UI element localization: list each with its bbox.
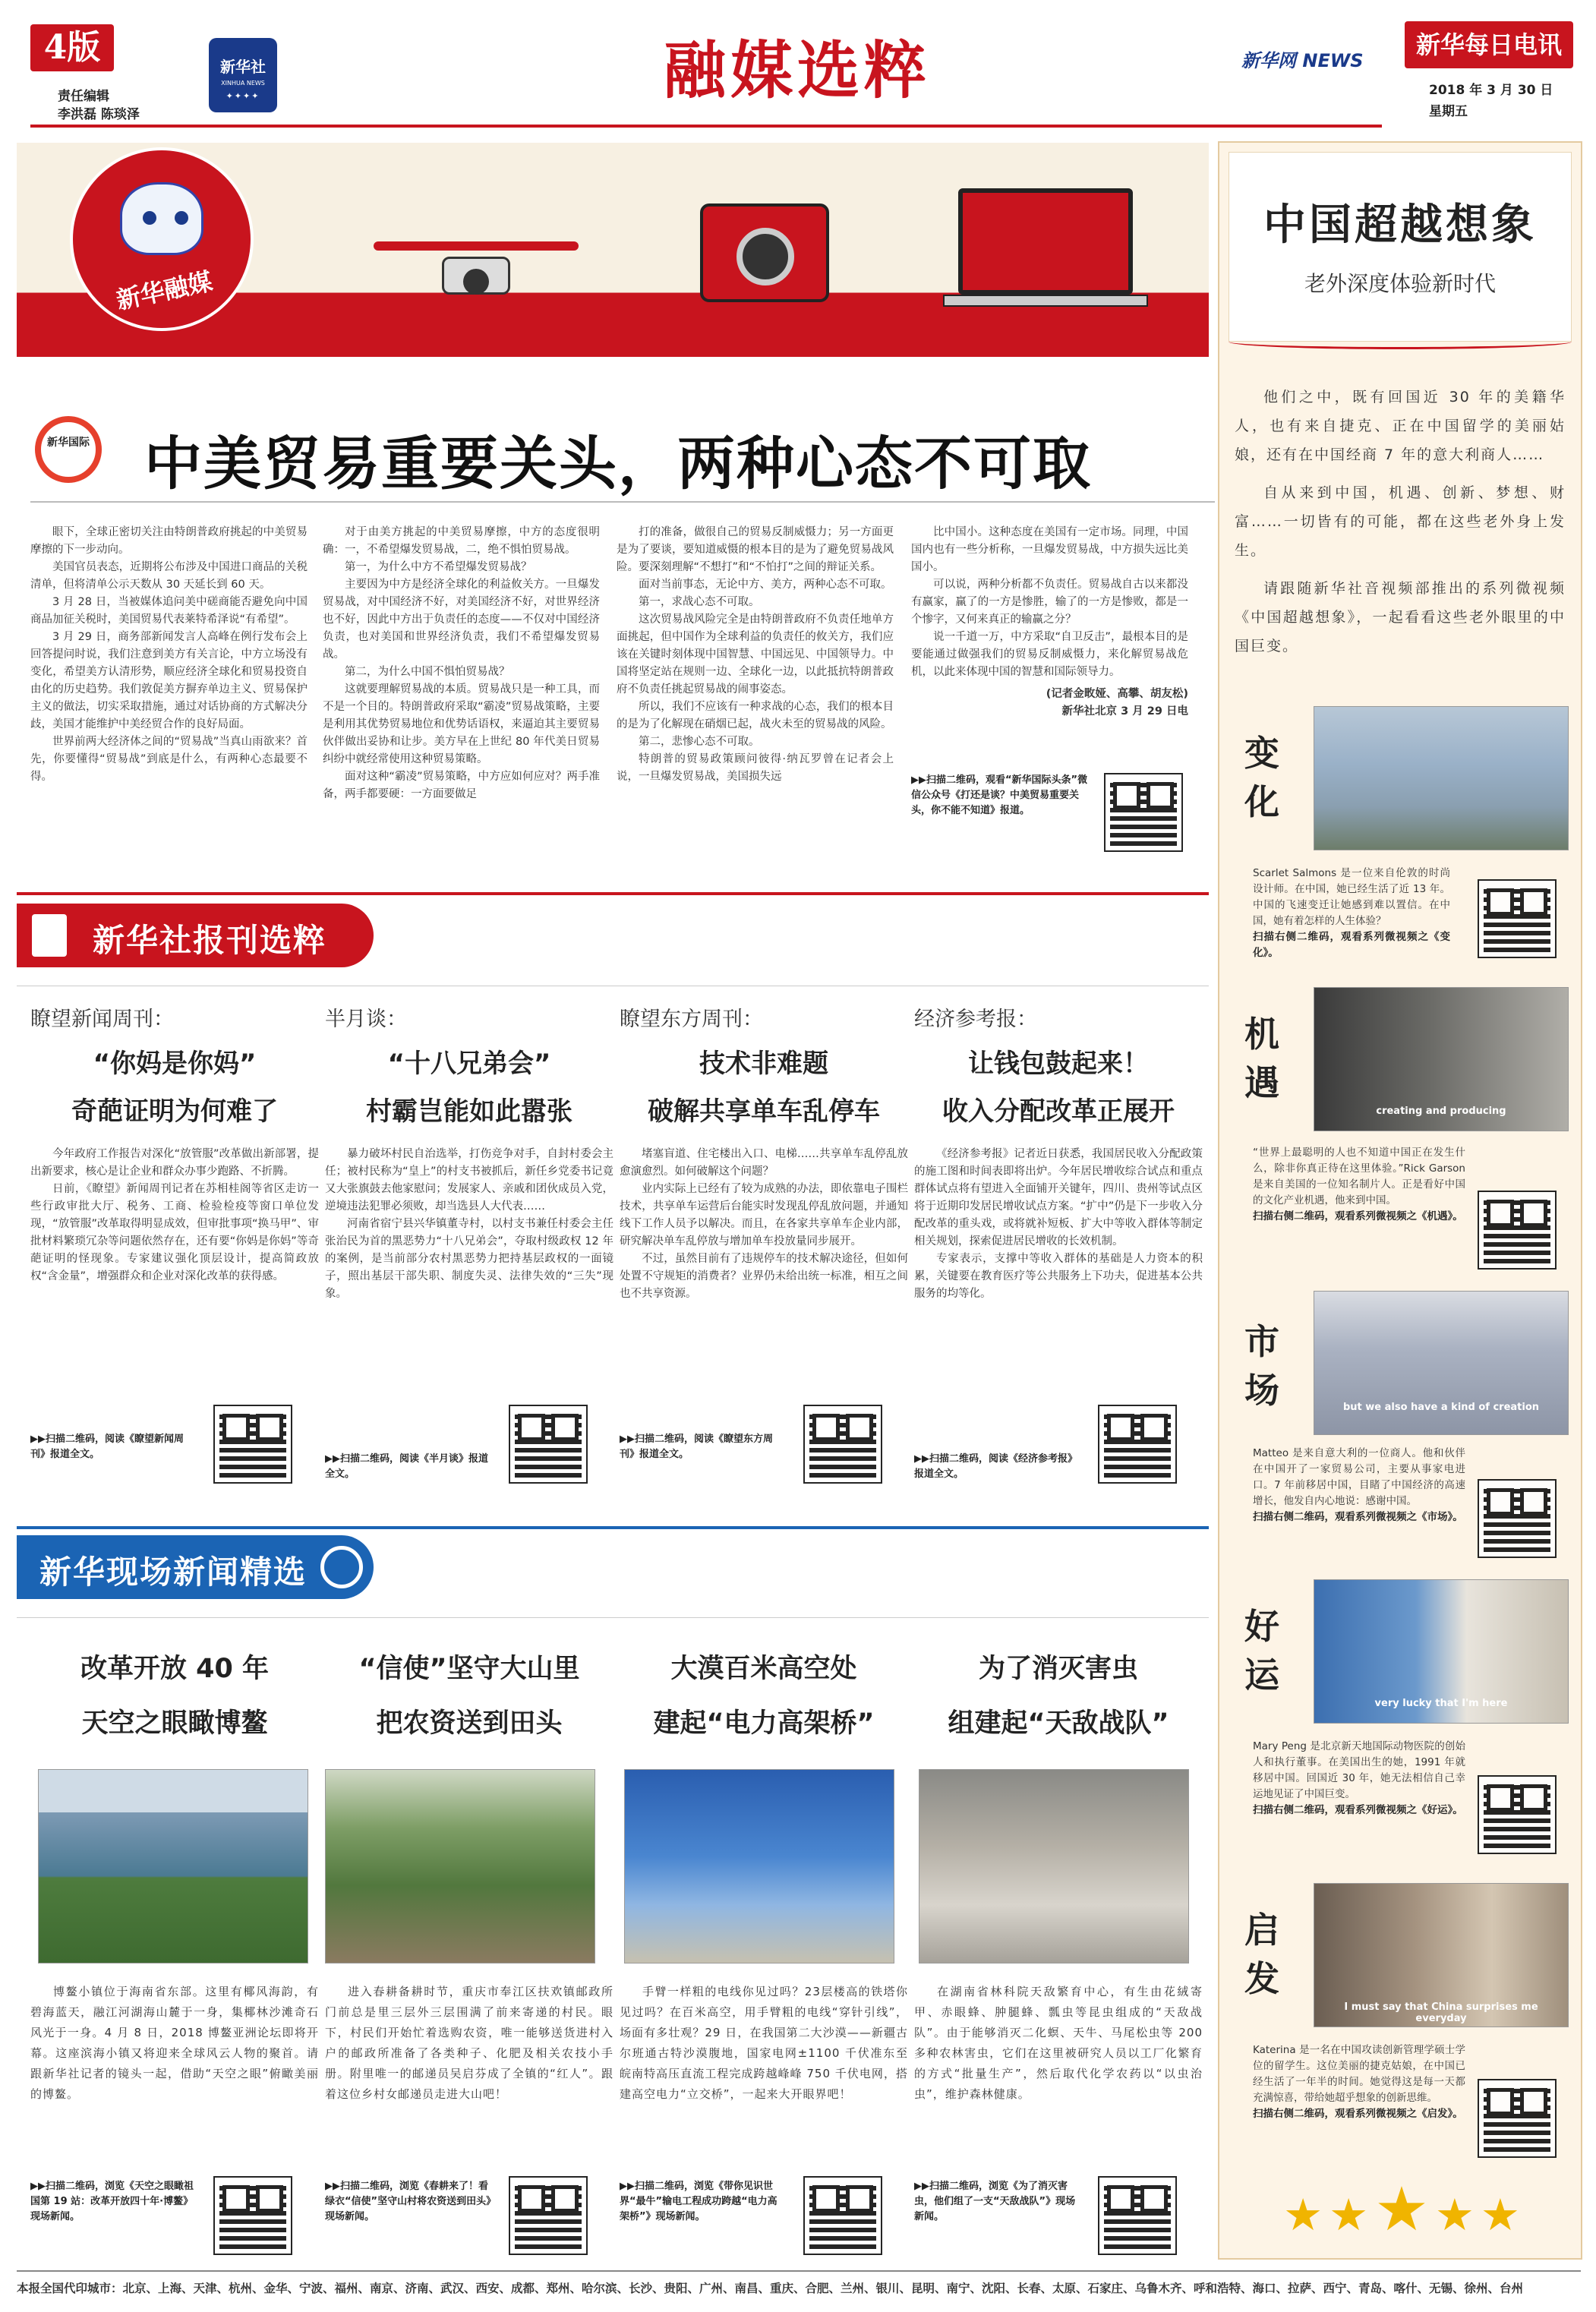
periodical-scan-1: ▶▶扫描二维码，阅读《瞭望新闻周刊》报道全文。 — [30, 1434, 184, 1460]
sidebar-subtitle: 老外深度体验新时代 — [1304, 271, 1496, 296]
paragraph: 眼下，全球正密切关注由特朗普政府挑起的中美贸易摩擦的下一步动向。 — [30, 526, 308, 556]
scene-header-rule — [17, 1526, 1209, 1529]
periodical-body — [30, 1146, 319, 1285]
salmons-photo — [1314, 706, 1569, 850]
scene-body-4: 在湖南省林科院天敌繁育中心，有生由花絨寄甲、赤眼蜂、肿腿蜂、瓢虫等昆虫组成的“天敌战队”。由于能够消灭二化螟、天牛、马尾松虫等 200 多种农林害虫，它们在这里被研究人员以工厂化繁育的方式“批量生产”，然后取代化学农药以“以虫治虫”，维护森林健康。 — [914, 1985, 1203, 2101]
headline-rule — [30, 501, 1215, 503]
side-char-5a: 启 — [1244, 1910, 1279, 1951]
scene-rule — [17, 1617, 1209, 1618]
periodical-source: 经济参考报： — [914, 1008, 1037, 1031]
paragraph: 第二，为什么中国不惧怕贸易战？ — [345, 666, 510, 678]
scene-item-2 — [325, 1648, 613, 1740]
paragraph: 面对这种“霸凌”贸易策略，中方应如何应对？两手准备，两手都要硬：一方面要做足 — [323, 771, 600, 800]
scene-scan-3: ▶▶扫描二维码，浏览《带你见识世界“最牛”输电工程成功跨越“电力高架桥”》现场新闻。 — [620, 2181, 777, 2222]
periodical-item-4 — [914, 1002, 1203, 1303]
issue-date: 2018 年 3 月 30 日 — [1429, 83, 1553, 98]
side-desc: Mary Peng 是北京新天地国际动物医院的创始人和执行董事。在美国出生的她，1991 年就移居中国。回国近 30 年，她无法相信自己幸运地见证了中国巨变。 — [1253, 1740, 1465, 1800]
side-scan: 扫描右侧二维码，观看系列微视频之《好运》。 — [1253, 1804, 1463, 1816]
badge-label: 新华国际 — [47, 437, 90, 449]
side-caption-5: I must say that China surprises me everyday — [1344, 2001, 1538, 2024]
scene-title-2: 组建起“天敌战队” — [948, 1708, 1169, 1739]
scene-tab — [17, 1535, 374, 1599]
banner-badge: 新华融媒 — [113, 267, 215, 315]
wave-divider — [1229, 334, 1572, 349]
lead-column-1 — [30, 524, 308, 786]
paragraph: 专家表示，支撑中等收入群体的基础是人力资本的积累，关键要在教育医疗等公共服务上下功夫，促进基本公共服务的均等化。 — [914, 1253, 1203, 1300]
scene-qr-2[interactable] — [510, 2178, 586, 2254]
xinhua-logo — [209, 38, 277, 112]
side-scan: 扫描右侧二维码，观看系列微视频之《变化》。 — [1253, 931, 1450, 959]
scene-item-3 — [620, 1648, 908, 1740]
side-qr-1[interactable] — [1479, 881, 1555, 957]
editor-names: 李洪磊 陈琰泽 — [58, 107, 140, 122]
periodical-source: 瞭望新闻周刊： — [30, 1008, 174, 1031]
side-qr-3[interactable] — [1479, 1481, 1555, 1557]
side-char-4a: 好 — [1244, 1606, 1279, 1647]
side-scan: 扫描右侧二维码，观看系列微视频之《机遇》。 — [1253, 1210, 1463, 1222]
paragraph: 3 月 29 日，商务部新闻发言人高峰在例行发布会上回答提问时说，我们注意到美方有关言论，中方立场没有变化，希望美方认清形势，顺应经济全球化和贸易投资自由化的历史趋势。我们敦促美方摒弃单边主义、贸易保护主义的做法，切实采取措施，通过对话协商的方式解决分歧，美国才能维护中美经贸合作的良好局面。 — [30, 631, 308, 730]
side-scan: 扫描右侧二维码，观看系列微视频之《市场》。 — [1253, 1511, 1463, 1523]
boao-aerial-photo — [38, 1769, 308, 1963]
periodical-scan-3: ▶▶扫描二维码，阅读《瞭望东方周刊》报道全文。 — [620, 1434, 773, 1460]
lead-headline: 中美贸易重要关头，两种心态不可取 — [144, 430, 1092, 497]
side-caption-3: but we also have a kind of creation — [1342, 1402, 1540, 1413]
periodical-body — [914, 1146, 1203, 1303]
lead-scan-caption: ▶▶扫描二维码，观看“新华国际头条”微信公众号《打还是谈？中美贸易重要关头，你不能不知道》报道。 — [911, 774, 1088, 816]
robot-icon — [120, 182, 203, 255]
star-icon: ★ — [1283, 2189, 1329, 2241]
issue-weekday: 星期五 — [1429, 104, 1468, 119]
scene-body-2: 进入春耕备耕时节，重庆市奉江区扶欢镇邮政所门前总是里三层外三层围满了前来寄递的村民。眼下，村民们开始忙着选购农资，唯一能够送货进村入户的邮政所准备了各类种子、化肥及相关农技小手册。附里唯一的邮递员吴启芬成了全镇的“红人”。跟着这位乡村女邮递员走进大山吧！ — [325, 1985, 613, 2101]
side-char-3a: 市 — [1244, 1321, 1279, 1362]
page-title: 融媒选粹 — [663, 34, 931, 107]
periodical-scan-4: ▶▶扫描二维码，阅读《经济参考报》报道全文。 — [914, 1453, 1077, 1480]
star-icon: ★ — [1434, 2189, 1481, 2241]
side-char-5b: 发 — [1244, 1958, 1279, 1999]
paragraph: 堵塞盲道、住宅楼出入口、电梯……共享单车乱停乱放愈演愈烈。如何破解这个问题？ — [620, 1148, 908, 1178]
periodicals-title: 新华社报刊选粹 — [93, 922, 327, 959]
globe-icon — [320, 1546, 363, 1588]
periodical-title-2: 收入分配改革正展开 — [942, 1096, 1175, 1127]
scene-title-1: 为了消灭害虫 — [978, 1654, 1138, 1684]
paragraph: 河南省宿宁县兴华镇董寺村，以村支书兼任村委会主任张治民为首的黑恶势力“十八兄弟会”，夺取村级政权 12 年的案例，是当前部分农村黑恶势力把持基层政权的一面镜子，照出基层干部失职、制度失灵、法律失效的“三失”现象。 — [325, 1218, 613, 1300]
paragraph: 暴力破坏村民自治选举，打伤竞争对手，自封村委会主任；被村民称为“皇上”的村支书被抓后，新任乡党委书记竟又大张旗鼓去他家慰问；发展家人、亲戚和团伙成员入党，逆境违法犯罪必须败，却当选县人大代表…… — [325, 1148, 613, 1213]
periodical-body — [620, 1146, 908, 1303]
drone-icon — [374, 241, 579, 310]
xinhua-logo-text: 新华社 — [220, 58, 266, 76]
scene-title-1: 改革开放 40 年 — [80, 1654, 270, 1684]
periodical-title-2: 破解共享单车乱停车 — [648, 1096, 880, 1127]
banner — [17, 143, 1209, 357]
side-desc: Matteo 是来自意大利的一位商人。他和伙伴在中国开了一家贸易公司，主要从事家电进口。7 年前移居中国，目睹了中国经济的高速增长，他发自内心地说：感谢中国。 — [1253, 1447, 1465, 1507]
paragraph: 比中国小。这种态度在美国有一定市场。同理，中国国内也有一些分析称，一旦爆发贸易战，中方损失远比美国小。 — [911, 526, 1188, 573]
paragraph: 主要因为中方是经济全球化的利益攸关方。一旦爆发贸易战，对中国经济不好，对美国经济不好，对世界经济也不好，因此中方出于负责任的态度——不仅对中国经济负责，也对美国和世界经济负责，我们不希望爆发贸易战。 — [323, 579, 600, 661]
paragraph: 3 月 28 日，当被媒体追问美中磋商能否避免向中国商品加征关税时，美国贸易代表莱特希泽说“有希望”。 — [30, 596, 308, 626]
side-text-1 — [1253, 866, 1450, 961]
robot-eye-left-icon — [143, 211, 156, 225]
periodical-title-2: 奇葩证明为何难了 — [71, 1096, 278, 1127]
periodical-source: 半月谈： — [325, 1008, 407, 1031]
scene-body-3: 手臂一样粗的电线你见过吗？23层楼高的铁塔你见过吗？在百米高空，用手臂粗的电线“穿针引线”，场面有多壮观？29 日，在我国第二大沙漠——新疆古尔班通古特沙漠腹地，国家电网±1100 千伏准东至皖南特高压直流工程完成跨越峰峰 750 千伏电网，搭建高空电力“立交桥”，一起来大开眼界吧！ — [620, 1985, 908, 2101]
paragraph: 说一千道一万，中方采取“自卫反击”，最根本目的是要能通过做强我们的贸易反制威慑力，来化解贸易战危机，以此来体现中国的智慧和国际领导力。 — [911, 631, 1188, 678]
lead-column-3 — [617, 524, 894, 786]
sidebar-intro — [1235, 383, 1566, 661]
periodical-scan-2: ▶▶扫描二维码，阅读《半月谈》报道全文。 — [325, 1453, 488, 1480]
paragraph: 这就要理解贸易战的本质。贸易战只是一种工具，而不是一个目的。特朗普政府采取“霸凌”贸易战策略，主要是利用其优势贸易地位和优势话语权，来逼迫其主要贸易伙伴做出妥协和让步。美方早在上世纪 80 年代美日贸易纠纷中就经常使用这种贸易策略。 — [323, 683, 600, 765]
periodical-item-1 — [30, 1002, 319, 1285]
side-scan: 扫描右侧二维码，观看系列微视频之《启发》。 — [1253, 2108, 1463, 2120]
periodical-item-3 — [620, 1002, 908, 1303]
paragraph: 《经济参考报》记者近日获悉，我国居民收入分配政策的施工图和时间表即将出炉。今年居民增收综合试点和重点群体试点将有望进入全面铺开关键年，四川、贵州等试点区将于近期印发居民增收试点方案。“扩中”仍是下一步收入分配改革的重头戏，或将就补短板、扩大中等收入群体等制定相关规划，探索促进居民增收的长效机制。 — [914, 1148, 1203, 1247]
side-text-2 — [1253, 1145, 1465, 1225]
side-char-2b: 遇 — [1244, 1062, 1279, 1103]
camera-icon — [700, 203, 829, 302]
scene-qr-3[interactable] — [805, 2178, 881, 2254]
side-text-5 — [1253, 2042, 1465, 2122]
side-char-3b: 场 — [1244, 1370, 1279, 1411]
paragraph: 美国官员表态，近期将公布涉及中国进口商品的关税清单，但将清单公示天数从 30 天延长到 60 天。 — [30, 561, 308, 591]
scene-title-2: 建起“电力高架桥” — [653, 1708, 875, 1739]
periodical-item-2 — [325, 1002, 613, 1303]
star-icon: ★ — [1480, 2189, 1526, 2241]
scene-title-1: “信使”坚守大山里 — [358, 1654, 580, 1684]
paragraph: 对于由美方挑起的中美贸易摩擦，中方的态度很明确：一，不希望爆发贸易战，二，绝不惧怕贸易战。 — [323, 526, 600, 556]
title-rule — [30, 125, 1382, 128]
sidebar-title: 中国超越想象 — [1263, 200, 1537, 250]
side-desc: Katerina 是一名在中国攻读创新管理学硕士学位的留学生。这位美丽的捷克姑娘，在中国已经生活了一年半的时间。她觉得这是每一天都充满惊喜，带给她超乎想象的创新思维。 — [1253, 2044, 1465, 2104]
byline: (记者金畋娅、高攀、胡友松) — [1046, 688, 1188, 700]
page-number-box — [30, 24, 114, 71]
scene-title-2: 天空之眼瞰博鳌 — [81, 1708, 268, 1739]
paragraph: 他们之中，既有回国近 30 年的美籍华人，也有来自捷克、正在中国留学的美丽姑娘，还有在中国经商 7 年的意大利商人…… — [1235, 389, 1566, 463]
page-number: 4版 — [43, 28, 101, 67]
postwoman-photo — [325, 1769, 595, 1963]
paragraph: 今年政府工作报告对深化“放管服”改革做出新部署，提出新要求，核心是让企业和群众办事少跑路、不折腾。 — [30, 1148, 319, 1178]
robot-eye-right-icon — [175, 211, 188, 225]
xinhua-intl-badge — [35, 416, 102, 483]
lead-column-2 — [323, 524, 600, 803]
periodicals-tab — [17, 904, 374, 967]
side-text-4 — [1253, 1739, 1465, 1818]
paragraph: 业内实际上已经有了较为成熟的办法，即依靠电子围栏技术，共享单车运营后台能实时发现乱停乱放问题，并通知线下工作人员予以解决。而且，在各家共享单车企业内部，研究解决单车乱停放与增加单车投放量同步展开。 — [620, 1183, 908, 1247]
side-char-1a: 变 — [1244, 733, 1279, 774]
scene-qr-4[interactable] — [1099, 2178, 1175, 2254]
periodical-title-1: “十八兄弟会” — [387, 1049, 551, 1079]
power-line-photo — [624, 1769, 894, 1963]
side-desc: “世界上最聪明的人也不知道中国正在发生什么，除非你真正待在这里体验。”Rick Garson 是来自美国的一位知名制片人。正是看好中国的文化产业机遇，他来到中国。 — [1253, 1147, 1465, 1206]
paragraph: 请跟随新华社音视频部推出的系列微视频《中国超越想象》，一起看看这些老外眼里的中国巨变。 — [1235, 580, 1566, 654]
scene-title-2: 把农资送到田头 — [376, 1708, 563, 1739]
dateline: 新华社北京 3 月 29 日电 — [1061, 705, 1188, 718]
scene-scan-2: ▶▶扫描二维码，浏览《春耕来了！看绿衣“信使”坚守山村将农资送到田头》现场新闻。 — [325, 2181, 491, 2222]
periodical-title-1: “你妈是你妈” — [93, 1049, 257, 1079]
scene-item-4 — [914, 1648, 1203, 1740]
masthead — [0, 0, 1596, 137]
side-qr-4[interactable] — [1479, 1777, 1555, 1853]
periodical-title-1: 技术非难题 — [699, 1049, 828, 1079]
scene-qr-1[interactable] — [215, 2178, 291, 2254]
scene-title-1: 大漠百米高空处 — [670, 1654, 857, 1684]
side-qr-5[interactable] — [1479, 2080, 1555, 2156]
star-icon: ★ — [1329, 2189, 1375, 2241]
side-char-1b: 化 — [1244, 781, 1279, 822]
periodical-qr-3[interactable] — [805, 1406, 881, 1482]
star-row — [1253, 2174, 1557, 2244]
paper-name-box — [1405, 21, 1573, 68]
side-caption-2: creating and producing — [1376, 1106, 1506, 1117]
side-desc: Scarlet Salmons 是一位来自伦敦的时尚设计师。在中国，她已经生活了近 13 年。中国的飞速变迁让她感到难以置信。在中国，她有着怎样的人生体验？ — [1253, 867, 1450, 927]
side-char-4b: 运 — [1244, 1654, 1279, 1695]
editor-label: 责任编辑 — [58, 89, 109, 104]
periodical-source: 瞭望东方周刊： — [620, 1008, 763, 1031]
paragraph: 第一，求战心态不可取。 — [639, 596, 760, 608]
scene-item-1 — [30, 1648, 319, 1740]
news-logo: 新华网 NEWS — [1241, 50, 1364, 71]
newspaper-icon — [32, 914, 67, 957]
periodical-qr-4[interactable] — [1099, 1406, 1175, 1482]
paragraph: 第一，为什么中方不希望爆发贸易战？ — [345, 561, 532, 573]
lead-column-4 — [911, 524, 1188, 721]
periodical-title-2: 村霸岂能如此嚣张 — [366, 1096, 572, 1127]
side-caption-4: very lucky that I'm here — [1374, 1698, 1508, 1709]
periodical-qr-2[interactable] — [510, 1406, 586, 1482]
paragraph: 面对当前事态，无论中方、美方，两种心态不可取。 — [639, 579, 892, 591]
paragraph: 特朗普的贸易政策顾问彼得·纳瓦罗曾在记者会上说，一旦爆发贸易战，美国损失远 — [617, 753, 894, 783]
paragraph: 日前，《瞭望》新闻周刊记者在苏相桂阁等省区走访一些行政审批大厅、税务、工商、检验检疫等窗口单位发现，“放管服”改革取得明显成效，但审批事项“换马甲”、审批材料繁琐冗杂等问题依然存在，还有要“你妈是你妈”等奇葩证明的怪现象。专家建议强化顶层设计，提高简政放权“含金量”，增强群众和企业对深化改革的获得感。 — [30, 1183, 319, 1282]
side-qr-2[interactable] — [1479, 1192, 1555, 1268]
scene-scan-1: ▶▶扫描二维码，浏览《天空之眼瞰祖国第 19 站：改革开放四十年·博鳌》现场新闻。 — [30, 2181, 194, 2222]
paragraph: 打的准备，做很自己的贸易反制威慑力；另一方面更是为了要谈，要知道威慑的根本目的是为了避免贸易战风险。要深刻理解“不想打”和“不怕打”之间的辩证关系。 — [617, 526, 894, 573]
paragraph: 第二，悲惨心态不可取。 — [639, 736, 760, 748]
scene-scan-4: ▶▶扫描二维码，浏览《为了消灭害虫，他们组了一支“天敌战队”》现场新闻。 — [914, 2181, 1076, 2222]
periodical-body — [325, 1146, 613, 1303]
paragraph: 自从来到中国，机遇、创新、梦想、财富……一切皆有的可能，都在这些老外身上发生。 — [1235, 484, 1566, 559]
badge-circle — [70, 147, 254, 331]
paragraph: 可以说，两种分析都不负责任。贸易战自古以来都没有赢家，赢了的一方是惨胜，输了的一方是惨败，都是一个惨字，又何来真正的输赢之分？ — [911, 579, 1188, 626]
xinhua-logo-en: XINHUA NEWS — [221, 80, 265, 87]
matteo-photo — [1314, 1291, 1569, 1435]
side-text-3 — [1253, 1446, 1465, 1525]
lead-qr-code[interactable] — [1106, 774, 1181, 850]
scene-body-1: 博鳌小镇位于海南省东部。这里有椰风海韵，有碧海蓝天，融江河湖海山麓于一身，集椰林沙滩奇石风光于一身。4 月 8 日，2018 博鳌亚洲论坛即将开幕。这座滨海小镇又将迎来全球风云人物的聚首。请跟新华社记者的镜头一起，借助“天空之眼”俯瞰美丽的博鳌。 — [30, 1985, 319, 2101]
side-char-2a: 机 — [1244, 1014, 1279, 1055]
paper-name: 新华每日电讯 — [1415, 30, 1562, 59]
periodical-title-1: 让钱包鼓起来！ — [968, 1049, 1149, 1079]
footer-rule — [17, 2270, 1581, 2272]
periodical-qr-1[interactable] — [215, 1406, 291, 1482]
paragraph: 不过，虽然目前有了违规停车的技术解决途径，但如何处置不守规矩的消费者？业界仍未给出统一标准，相互之间也不共享资源。 — [620, 1253, 908, 1300]
paragraph: 所以，我们不应该有一种求战的心态，我们的根本目的是为了化解现在硝烟已起，战火未至的贸易战的风险。 — [617, 701, 894, 730]
scene-title: 新华现场新闻精选 — [39, 1553, 308, 1591]
footer-print-cities: 本报全国代印城市：北京、上海、天津、杭州、金华、宁波、福州、南京、济南、武汉、西安、成都、郑州、哈尔滨、长沙、贵阳、广州、南昌、重庆、合肥、兰州、银川、昆明、南宁、沈阳、长春、太原、石家庄、乌鲁木齐、呼和浩特、海口、拉萨、西宁、青岛、喀什、无锡、徐州、台州 — [17, 2282, 1524, 2295]
paragraph: 世界前两大经济体之间的“贸易战”当真山雨欲来？首先，你要懂得“贸易战”到底是什么，有两种心态最要不得。 — [30, 736, 308, 783]
star-icon: ✦✦✦✦ — [226, 91, 260, 101]
star-icon: ★ — [1374, 2174, 1435, 2244]
paragraph: 这次贸易战风险完全是由特朗普政府不负责任地单方面挑起，但中国作为全球利益的负责任的攸关方，我们应该在关键时刻体现中国智慧、中国远见、中国领导力。中国将坚定站在规则一边、全球化一边，以此抵抗特朗普政府不负责任挑起贸易战的闹事姿态。 — [617, 613, 894, 695]
periodicals-header — [17, 892, 1209, 895]
lab-photo — [919, 1769, 1189, 1963]
laptop-icon — [943, 188, 1148, 310]
